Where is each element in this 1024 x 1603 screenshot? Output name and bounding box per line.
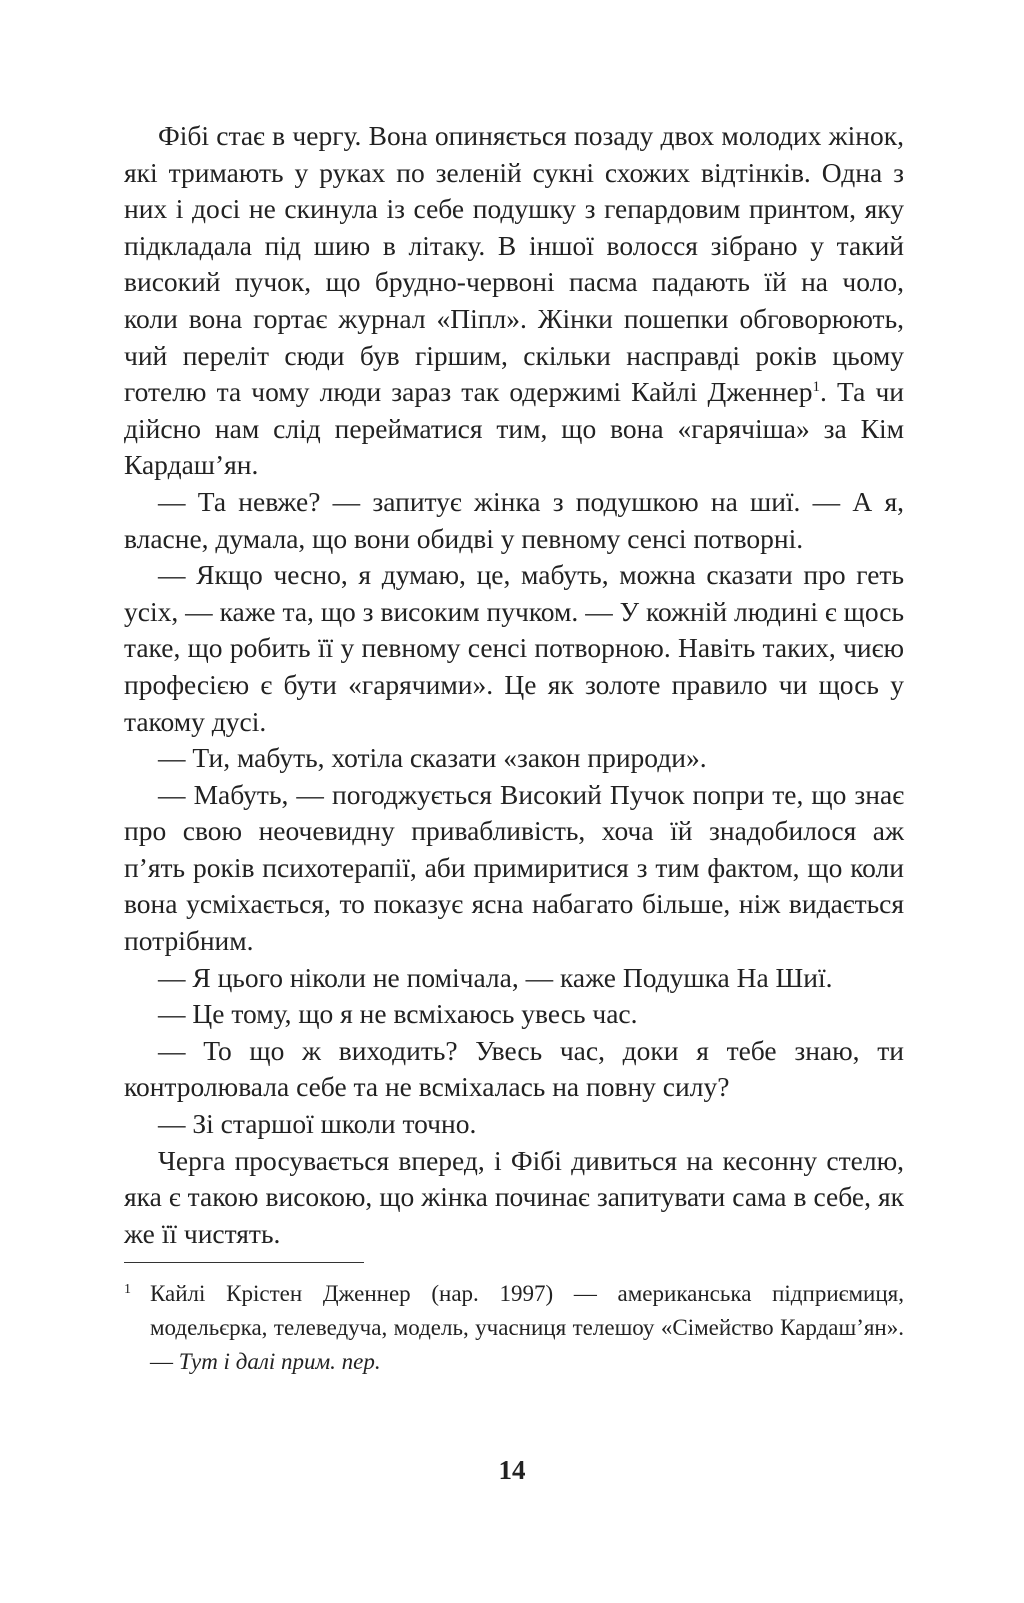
footnote-reference[interactable]: 1	[812, 379, 821, 395]
paragraph: — То що ж виходить? Увесь час, доки я тебе знаю, ти контролювала себе та не всміхалась на повну силу?	[124, 1034, 904, 1103]
footnote	[124, 1277, 904, 1379]
paragraph: — Зі старшої школи точно.	[158, 1108, 477, 1140]
paragraph: — Я цього ніколи не помічала, — каже Подушка На Шиї.	[158, 961, 833, 993]
footnote-divider	[124, 1262, 364, 1263]
page-number: 14	[498, 1455, 526, 1485]
footnote-text: Кайлі Крістен Дженнер (нар. 1997) — американська підприємиця, модельєрка, телеведуча, модель, учасниця телешоу «Сімейство Кардаш’ян». —	[150, 1281, 904, 1375]
paragraph: — Мабуть, — погоджується Високий Пучок попри те, що знає про свою неочевидну привабливість, хоча їй знадобилося аж п’ять років психотерапії, аби примиритися з тим фактом, що коли вона усміхається, то показує ясна набагато більше, ніж видається потрібним.	[124, 778, 904, 957]
paragraph: — Якщо чесно, я думаю, це, мабуть, можна сказати про геть усіх, — каже та, що з високим пучком. — У кожній людині є щось таке, що робить її у певному сенсі потворною. Навіть таких, чиєю професією є бути «гарячими». Це як золоте правило чи щось у такому дусі.	[124, 559, 904, 737]
paragraph: Черга просувається вперед, і Фібі дивиться на кесонну стелю, яка є такою високою, що жінка починає запитувати сама в себе, як же її чистять.	[124, 1144, 904, 1249]
body-text	[124, 118, 904, 1252]
footnote-translator-note: Тут і далі прим. пер.	[178, 1349, 381, 1375]
page-content	[124, 118, 904, 1379]
footnote-mark: 1	[124, 1282, 131, 1298]
paragraph: — Ти, мабуть, хотіла сказати «закон природи».	[158, 742, 707, 774]
paragraph: Фібі стає в чергу. Вона опиняється позаду двох молодих жінок, які тримають у руках по зеленій сукні схожих відтінків. Одна з них і досі не скинула із себе подушку з гепардовим принтом, яку підкладала під шию в літаку. В іншої волосся зібрано у такий високий пучок, що брудно-червоні пасма падають їй на чоло, коли вона гортає журнал «Піпл». Жінки пошепки обговорюють, чий переліт сюди був гіршим, скільки насправді років цьому готелю та чому люди зараз так одержимі Кайлі Дженнер$^1$. Та чи дійсно нам слід перейматися тим, що вона «гарячіша» за Кім Кардаш’ян.	[124, 120, 904, 481]
paragraph: — Це тому, що я не всміхаюсь увесь час.	[158, 998, 638, 1030]
paragraph: — Та невже? — запитує жінка з подушкою на шиї. — А я, власне, думала, що вони обидві у певному сенсі потворні.	[124, 485, 904, 554]
